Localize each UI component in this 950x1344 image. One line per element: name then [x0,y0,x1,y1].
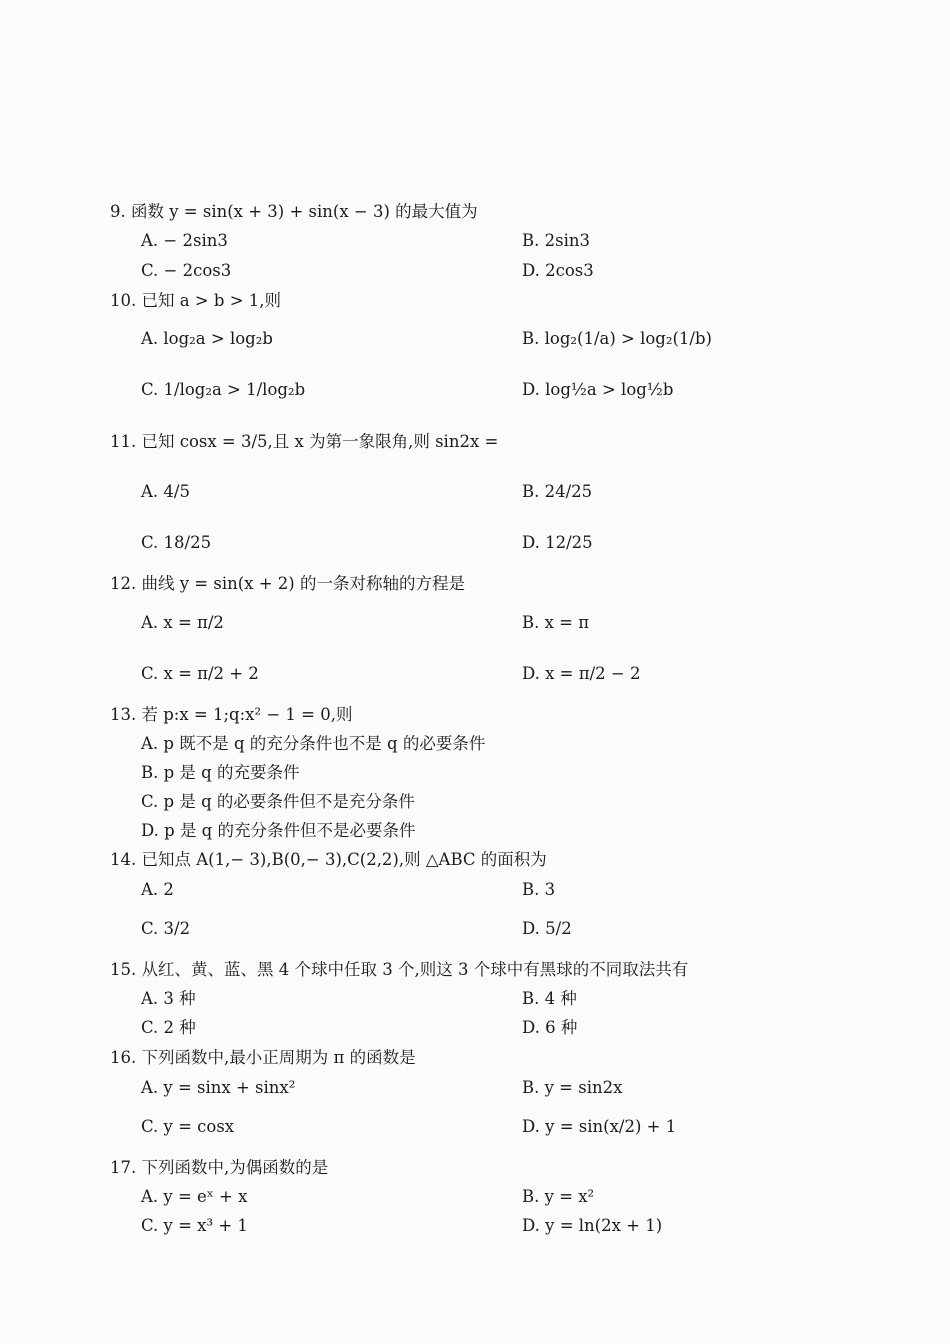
question-15-option-d: D. 6 种 [522,1018,578,1037]
question-12-option-c: C. x = π/2 + 2 [141,664,259,683]
question-15-option-a: A. 3 种 [141,989,196,1008]
question-12-option-a: A. x = π/2 [141,613,224,632]
question-17-option-c: C. y = x³ + 1 [141,1216,248,1235]
question-10-option-a: A. log₂a > log₂b [141,329,273,348]
question-13-option-a: A. p 既不是 q 的充分条件也不是 q 的必要条件 [141,734,486,753]
question-11-option-c: C. 18/25 [141,533,212,552]
question-12-option-d: D. x = π/2 − 2 [522,664,641,683]
question-16-stem: 16. 下列函数中,最小正周期为 π 的函数是 [110,1048,416,1067]
question-10-stem: 10. 已知 a > b > 1,则 [110,291,282,310]
question-10-option-c: C. 1/log₂a > 1/log₂b [141,380,306,399]
question-11-option-b: B. 24/25 [522,482,593,501]
question-16-option-a: A. y = sinx + sinx² [141,1078,296,1097]
question-14-option-c: C. 3/2 [141,919,191,938]
question-11-option-d: D. 12/25 [522,533,593,552]
question-13-option-d: D. p 是 q 的充分条件但不是必要条件 [141,821,416,840]
question-16-option-d: D. y = sin(x/2) + 1 [522,1117,677,1136]
question-14-option-a: A. 2 [141,880,174,899]
question-9-option-b: B. 2sin3 [522,231,590,250]
question-15-option-c: C. 2 种 [141,1018,196,1037]
question-17-option-d: D. y = ln(2x + 1) [522,1216,663,1235]
question-17-option-b: B. y = x² [522,1187,595,1206]
question-13-stem: 13. 若 p:x = 1;q:x² − 1 = 0,则 [110,705,353,724]
question-17-option-a: A. y = eˣ + x [141,1187,248,1206]
question-9-stem: 9. 函数 y = sin(x + 3) + sin(x − 3) 的最大值为 [110,202,478,221]
question-16-option-b: B. y = sin2x [522,1078,623,1097]
question-13-option-b: B. p 是 q 的充要条件 [141,763,300,782]
question-14-option-d: D. 5/2 [522,919,572,938]
question-17-stem: 17. 下列函数中,为偶函数的是 [110,1158,329,1177]
question-12-stem: 12. 曲线 y = sin(x + 2) 的一条对称轴的方程是 [110,574,465,593]
question-14-option-b: B. 3 [522,880,556,899]
question-12-option-b: B. x = π [522,613,590,632]
question-14-stem: 14. 已知点 A(1,− 3),B(0,− 3),C(2,2),则 △ABC 的面积为 [110,850,547,869]
question-16-option-c: C. y = cosx [141,1117,235,1136]
question-10-option-b: B. log₂(1/a) > log₂(1/b) [522,329,712,348]
question-9-option-a: A. − 2sin3 [141,231,228,250]
question-15-stem: 15. 从红、黄、蓝、黑 4 个球中任取 3 个,则这 3 个球中有黑球的不同取法共有 [110,960,689,979]
question-11-stem: 11. 已知 cosx = 3/5,且 x 为第一象限角,则 sin2x = [110,432,499,451]
question-9-option-d: D. 2cos3 [522,261,594,280]
question-10-option-d: D. log½a > log½b [522,380,674,399]
question-11-option-a: A. 4/5 [141,482,190,501]
question-15-option-b: B. 4 种 [522,989,577,1008]
question-13-option-c: C. p 是 q 的必要条件但不是充分条件 [141,792,415,811]
question-9-option-c: C. − 2cos3 [141,261,232,280]
